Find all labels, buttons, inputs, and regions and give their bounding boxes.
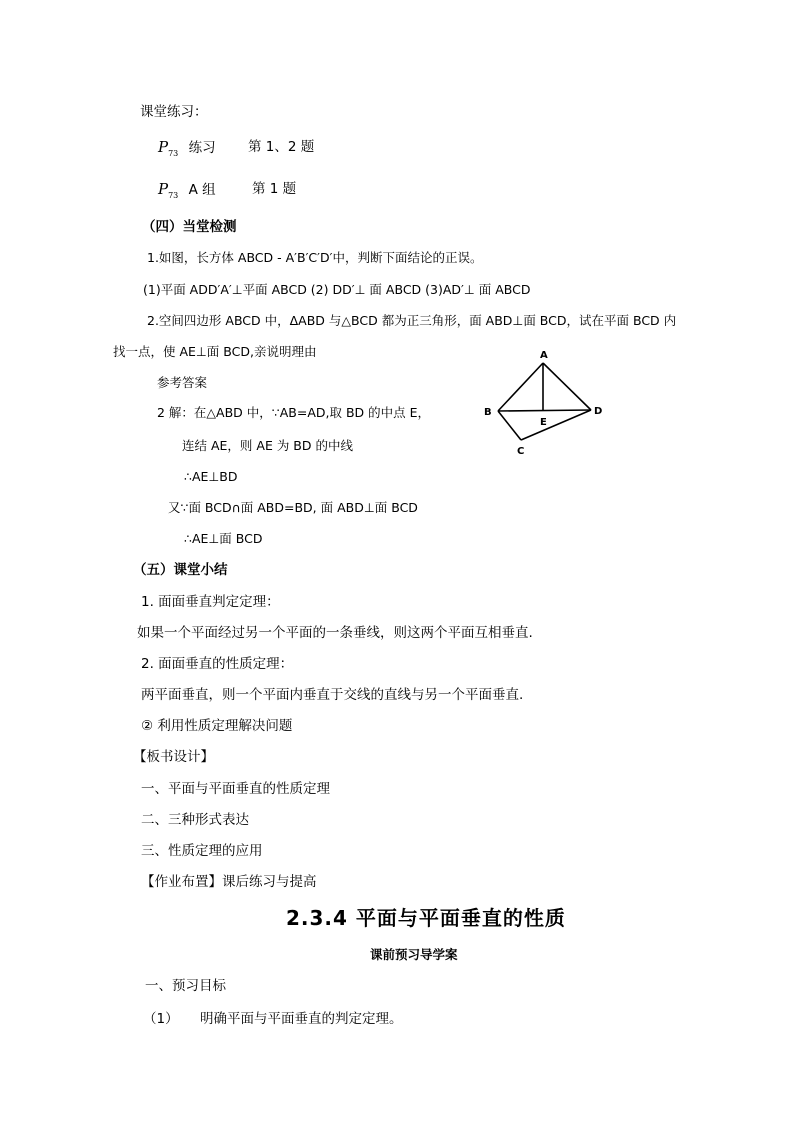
question-1: 1.如图，长方体 ABCD - A′B′C′D′中，判断下面结论的正误。 [147, 250, 483, 265]
section-subtitle: 课前预习导学案 [370, 947, 458, 962]
question-2-line1: 2.空间四边形 ABCD 中，ΔABD 与△BCD 都为正三角形，面 ABD⊥面 BCD，试在平面 BCD 内 [147, 313, 677, 328]
question-1-options: (1)平面 ADD′A′⊥平面 ABCD (2) DD′⊥ 面 ABCD (3)AD′⊥ 面 ABCD [143, 282, 531, 297]
answer-line: 2 解：在△ABD 中，∵AB=AD,取 BD 的中点 E， [157, 405, 430, 420]
edge-bc [498, 411, 521, 440]
summary-item: 两平面垂直，则一个平面内垂直于交线的直线与另一个平面垂直. [141, 687, 524, 703]
edge-ab [498, 363, 543, 411]
board-heading: 【板书设计】 [133, 749, 214, 765]
edge-cd [521, 410, 591, 440]
answer-label: 参考答案 [157, 375, 208, 390]
answer-line: ∴AE⊥BD [184, 469, 238, 484]
summary-item: 2. 面面垂直的性质定理： [141, 656, 294, 672]
section-title: 2.3.4 平面与平面垂直的性质 [286, 906, 566, 930]
practice-item-detail: 第 1、2 题 [248, 139, 315, 155]
answer-line: 连结 AE，则 AE 为 BD 的中线 [182, 438, 353, 453]
answer-line: ∴AE⊥面 BCD [184, 531, 263, 546]
board-item: 三、性质定理的应用 [141, 843, 263, 859]
section-heading: （五）课堂小结 [133, 562, 228, 578]
label-e: E [540, 417, 547, 428]
practice-item-label: A 组 [188, 182, 216, 198]
label-c: C [517, 446, 525, 457]
board-item: 一、平面与平面垂直的性质定理 [141, 781, 330, 797]
tetrahedron-figure [478, 343, 608, 458]
question-2-line2: 找一点，使 AE⊥面 BCD,亲说明理由 [113, 344, 317, 359]
summary-item: 1. 面面垂直判定定理： [141, 594, 280, 610]
practice-item [158, 180, 297, 205]
label-a: A [540, 350, 548, 361]
section-heading: （四）当堂检测 [142, 219, 237, 235]
edge-ad [543, 363, 591, 410]
label-d: D [594, 406, 603, 417]
answer-line: 又∵面 BCD∩面 ABD=BD, 面 ABD⊥面 BCD [168, 500, 418, 515]
practice-item-detail: 第 1 题 [252, 181, 297, 197]
summary-item: ② 利用性质定理解决问题 [141, 718, 293, 734]
board-item: 二、三种形式表达 [141, 812, 249, 828]
homework: 【作业布置】课后练习与提高 [141, 874, 317, 890]
summary-item: 如果一个平面经过另一个平面的一条垂线，则这两个平面互相垂直. [137, 625, 533, 641]
practice-item-label: 练习 [188, 140, 216, 156]
label-b: B [484, 407, 492, 418]
preview-item-number: （1） [143, 1011, 179, 1027]
preview-heading: 一、预习目标 [145, 978, 226, 994]
p-symbol: $P_{73}$ [158, 180, 179, 200]
practice-heading: 课堂练习： [140, 104, 208, 120]
p-symbol: $P_{73}$ [158, 138, 179, 158]
preview-item-text: 明确平面与平面垂直的判定定理。 [200, 1011, 403, 1027]
practice-item [158, 138, 315, 163]
edge-bd [498, 410, 591, 411]
